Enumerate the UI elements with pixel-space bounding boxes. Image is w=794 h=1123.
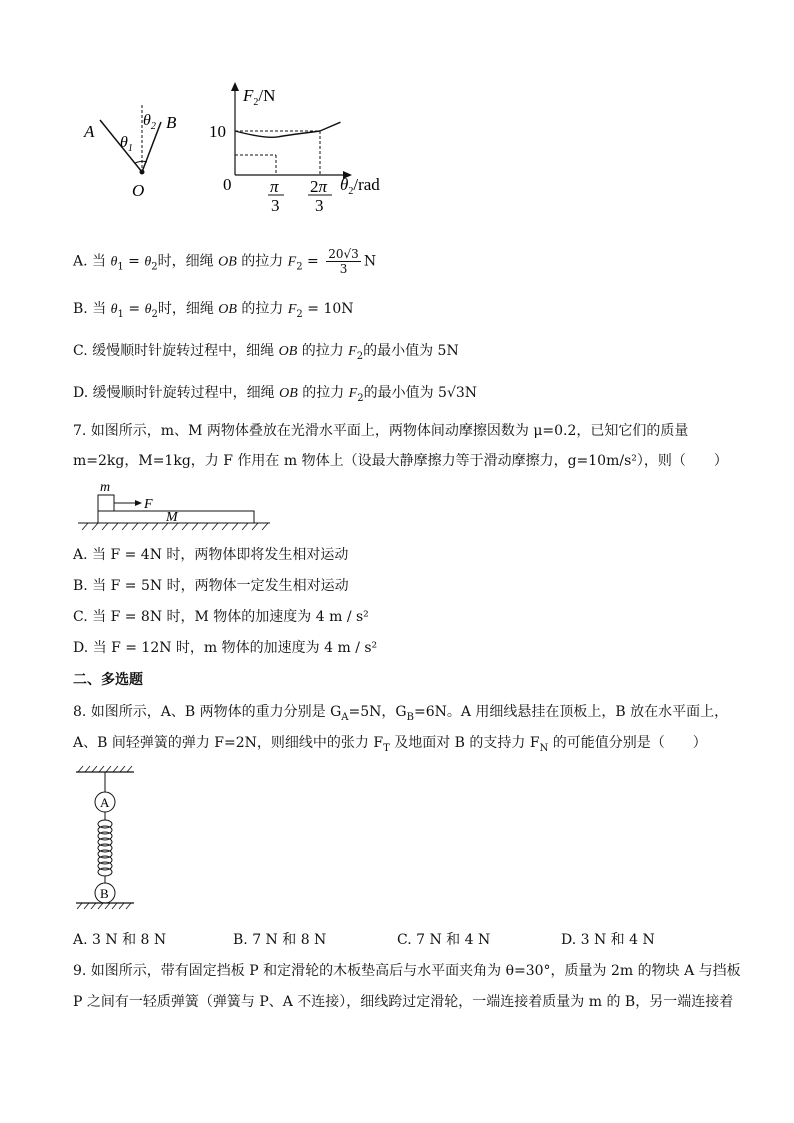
stacked-blocks-diagram <box>78 478 278 534</box>
x-tick-pi3-num: π <box>270 177 279 196</box>
spring <box>98 820 112 876</box>
point-O <box>140 170 145 175</box>
label-m: m <box>100 480 111 495</box>
floor-hatch <box>77 903 131 909</box>
q7-option-c: C. 当 F = 8N 时，M 物体的加速度为 4 m / s² <box>73 609 369 625</box>
x-tick-2pi3-den: 3 <box>315 196 324 215</box>
q9-stem-line2: P 之间有一轻质弹簧（弹簧与 P、A 不连接），细线跨过定滑轮，一端连接着质量为 m 的 B，另一端连接着 <box>73 994 734 1010</box>
ball-A-label: A <box>100 795 110 810</box>
q9-stem-line1: 9. 如图所示，带有固定挡板 P 和定滑轮的木板垫高后与水平面夹角为 θ=30°，质量为 2m 的物块 A 与挡板 <box>73 963 741 979</box>
x-tick-2pi3-num: 2π <box>310 177 328 196</box>
force-arrow-head <box>135 500 142 506</box>
q6-option-b: B. 当 $\theta_1 = \theta_2$时，细绳 OB 的拉力 $F_2 = 10N$ <box>73 301 354 320</box>
spring-diagram <box>72 764 142 914</box>
x-axis-label: $\theta_2$/rad <box>340 175 380 197</box>
label-A: A <box>84 122 95 141</box>
q8-choice-a: A. 3 N 和 8 N <box>73 932 167 948</box>
ball-B-label: B <box>100 886 109 901</box>
q8-stem-line2: A、B 间轻弹簧的弹力 F=2N，则细线中的张力 $F_T$ 及地面对 B 的支持力 $F_N$ 的可能值分别是（ ） <box>73 735 707 754</box>
q8-choice-d: D. 3 N 和 4 N <box>561 932 655 948</box>
y-axis-label: $F_2/N$ <box>243 86 276 108</box>
q6-option-a: A. 当 $\theta_1 = \theta_2$时，细绳 OB 的拉力 $F_2$ = $\frac{20√3}{3}$ N <box>73 247 377 276</box>
label-B: B <box>166 113 177 132</box>
label-theta1: $\theta_1$ <box>120 134 133 154</box>
q7-option-b: B. 当 F = 5N 时，两物体一定发生相对运动 <box>73 578 349 594</box>
y-tick-10: 10 <box>209 122 226 141</box>
q8-choice-b: B. 7 N 和 8 N <box>233 932 327 948</box>
q6-option-c: C. 缓慢顺时针旋转过程中，细绳 OB 的拉力 $F_2$的最小值为 5N <box>73 343 459 362</box>
x-tick-0: 0 <box>223 175 232 194</box>
q6-option-d: D. 缓慢顺时针旋转过程中，细绳 OB 的拉力 $F_2$的最小值为 5√3N <box>73 385 478 404</box>
label-theta2: $\theta_2$ <box>143 112 156 132</box>
q7-option-a: A. 当 F = 4N 时，两物体即将发生相对运动 <box>73 547 349 563</box>
q8-choice-c: C. 7 N 和 4 N <box>397 932 491 948</box>
x-tick-pi3-den: 3 <box>271 196 280 215</box>
label-M: M <box>166 510 178 525</box>
rope-diagram <box>80 100 190 205</box>
q8-stem-line1: 8. 如图所示，A、B 两物体的重力分别是 $G_A=5N$，$G_B=6N$。A 用细线悬挂在顶板上，B 放在水平面上， <box>73 704 729 723</box>
fraction-20root3-over-3: $\frac{20√3}{3}$ <box>328 247 359 276</box>
label-O: O <box>132 181 145 200</box>
section-heading-multiple-choice: 二、多选题 <box>73 672 143 688</box>
q7-stem-line1: 7. 如图所示，m、M 两物体叠放在光滑水平面上，两物体间动摩擦因数为 μ=0.2，已知它们的质量 <box>73 423 689 439</box>
block-m <box>98 495 114 511</box>
ceiling-hatch <box>78 766 132 772</box>
label-F: F <box>144 497 153 512</box>
f2-theta-chart <box>200 80 400 215</box>
q7-stem-line2: m=2kg，M=1kg，力 F 作用在 m 物体上（设最大静摩擦力等于滑动摩擦力，g=10m/s²），则（ ） <box>73 453 728 469</box>
f2-curve <box>235 122 341 137</box>
y-axis-arrow <box>231 82 239 91</box>
q7-option-d: D. 当 F = 12N 时，m 物体的加速度为 4 m / s² <box>73 640 378 656</box>
